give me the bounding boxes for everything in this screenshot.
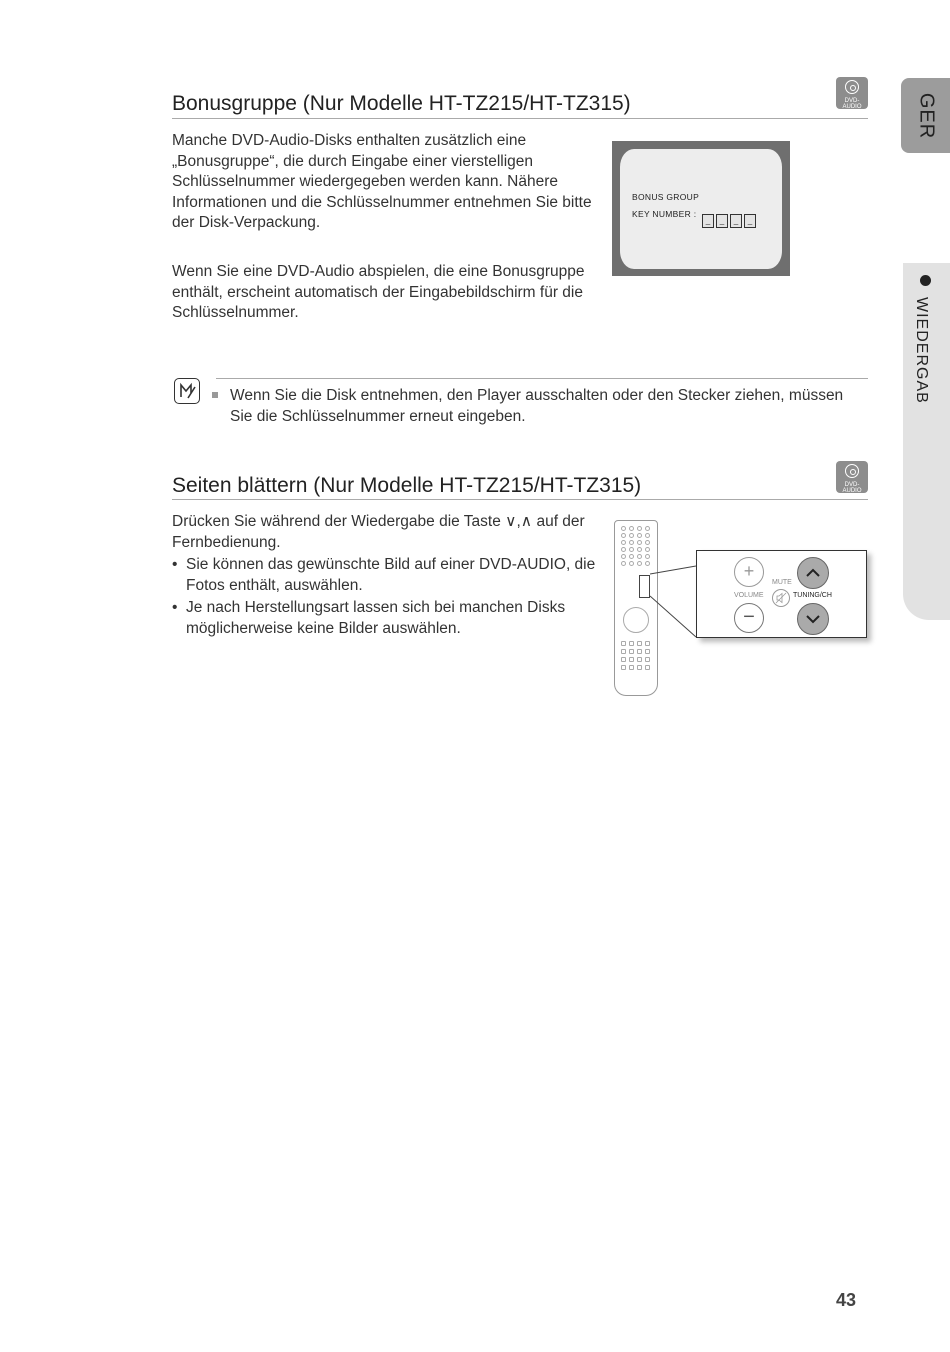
text-line: möglicherweise keine Bilder auswählen. (186, 619, 461, 637)
remote-button-icon (621, 554, 626, 559)
remote-button-icon (637, 547, 642, 552)
text-line: Manche DVD-Audio-Disks enthalten zusätzlich eine (172, 132, 527, 149)
key-digit-box: _ (744, 214, 756, 228)
section2-title: Seiten blättern (Nur Modelle HT-TZ215/HT-TZ315) (172, 474, 642, 497)
text-line: Informationen und die Schlüsselnummer entnehmen Sie bitte (172, 193, 592, 211)
language-tab (901, 78, 950, 153)
note-bullet-icon (212, 392, 218, 398)
tv-screen-illustration (612, 141, 790, 276)
section1-title: Bonusgruppe (Nur Modelle HT-TZ215/HT-TZ315) (172, 92, 631, 115)
remote-button-icon (645, 641, 650, 646)
remote-button-icon (629, 533, 634, 538)
volume-down-button (734, 603, 764, 633)
remote-button-icon (629, 540, 634, 545)
text-line: „Bonusgruppe“, die durch Eingabe einer vierstelligen (172, 152, 534, 170)
list-item (172, 598, 602, 639)
remote-button-icon (637, 540, 642, 545)
language-tab-label: GER (915, 92, 937, 139)
remote-button-icon (621, 526, 626, 531)
section-tab (903, 263, 950, 620)
text-line: Fotos enthält, auswählen. (186, 576, 363, 594)
disc-icon (845, 80, 859, 94)
section1-rule (172, 118, 868, 119)
remote-button-icon (621, 641, 626, 646)
tuning-ch-label: TUNING/CH (793, 592, 832, 599)
remote-button-icon (645, 526, 650, 531)
remote-button-icon (621, 561, 626, 566)
section2-rule (172, 499, 868, 500)
remote-button-icon (621, 533, 626, 538)
remote-button-icon (621, 665, 626, 670)
remote-button-icon (637, 554, 642, 559)
section2-bullet-list (172, 555, 602, 641)
remote-button-icon (621, 649, 626, 654)
remote-button-icon (629, 657, 634, 662)
key-digit-box: _ (716, 214, 728, 228)
remote-button-icon (629, 641, 634, 646)
key-digit-box: _ (730, 214, 742, 228)
text-line: Drücken Sie während der Wiedergabe die Taste ∨,∧ auf der (172, 513, 585, 530)
section-tab-label: WIEDERGAB (913, 297, 930, 404)
tv-screen (620, 149, 782, 269)
note-icon (174, 378, 200, 404)
remote-button-icon (621, 547, 626, 552)
badge-label: DVD-AUDIO (842, 98, 862, 110)
text-line: enthält, erscheint automatisch der Eingabebildschirm für die (172, 283, 583, 301)
remote-zoom-panel (696, 550, 867, 638)
remote-button-icon (621, 540, 626, 545)
badge-label: DVD-AUDIO (842, 482, 862, 494)
remote-button-icon (629, 547, 634, 552)
list-item (172, 555, 602, 596)
mute-label: MUTE (772, 579, 792, 586)
zoom-callout-lines (650, 550, 700, 640)
remote-button-icon (637, 649, 642, 654)
remote-button-icon (629, 554, 634, 559)
remote-highlight-box (639, 575, 650, 598)
key-number-label: KEY NUMBER : (632, 209, 697, 219)
remote-button-icon (645, 665, 650, 670)
chevron-up-icon (798, 558, 828, 588)
mute-button (772, 589, 790, 607)
note-rule (216, 378, 868, 379)
remote-nav-ring-icon (623, 607, 649, 633)
note-text (230, 386, 870, 427)
section2-intro (172, 512, 602, 553)
section1-paragraph-1 (172, 131, 602, 234)
text-line: Sie die Schlüsselnummer erneut eingeben. (230, 407, 526, 425)
text-line: Fernbedienung. (172, 533, 281, 551)
text-line: der Disk-Verpackung. (172, 214, 321, 231)
remote-button-icon (637, 657, 642, 662)
page-number: 43 (836, 1290, 857, 1310)
remote-button-icon (637, 561, 642, 566)
chevron-down-icon (798, 604, 828, 634)
volume-label: VOLUME (734, 592, 764, 599)
remote-button-icon (629, 665, 634, 670)
text-line: • Je nach Herstellungsart lassen sich bei manchen Disks (186, 599, 566, 616)
remote-button-icon (645, 533, 650, 538)
remote-button-icon (629, 526, 634, 531)
section-dot-icon (920, 275, 931, 286)
remote-button-icon (629, 561, 634, 566)
remote-button-icon (645, 540, 650, 545)
text-line: Schlüsselnummer wiedergegeben werden kann. Nähere (172, 173, 559, 190)
dvd-audio-badge-icon (836, 77, 868, 109)
plus-icon: + (743, 561, 755, 581)
minus-icon: − (743, 606, 755, 628)
tuning-up-button (797, 557, 829, 589)
bonus-group-label: BONUS GROUP (632, 192, 700, 202)
remote-button-icon (637, 526, 642, 531)
dvd-audio-badge-icon (836, 461, 868, 493)
remote-button-icon (629, 649, 634, 654)
remote-button-icon (645, 649, 650, 654)
text-line: Schlüsselnummer. (172, 304, 299, 321)
remote-button-icon (621, 657, 626, 662)
text-line: Wenn Sie die Disk entnehmen, den Player ausschalten oder den Stecker ziehen, müssen (230, 387, 844, 404)
mute-speaker-icon (773, 590, 789, 606)
text-line: Wenn Sie eine DVD-Audio abspielen, die eine Bonusgruppe (172, 263, 585, 280)
remote-button-icon (637, 641, 642, 646)
section1-paragraph-2 (172, 262, 602, 324)
tuning-down-button (797, 603, 829, 635)
text-line: • Sie können das gewünschte Bild auf einer DVD-AUDIO, die (186, 556, 596, 573)
key-digit-box: _ (702, 214, 714, 228)
disc-icon (845, 464, 859, 478)
volume-up-button (734, 557, 764, 587)
remote-button-icon (637, 533, 642, 538)
remote-button-icon (645, 657, 650, 662)
remote-button-icon (637, 665, 642, 670)
